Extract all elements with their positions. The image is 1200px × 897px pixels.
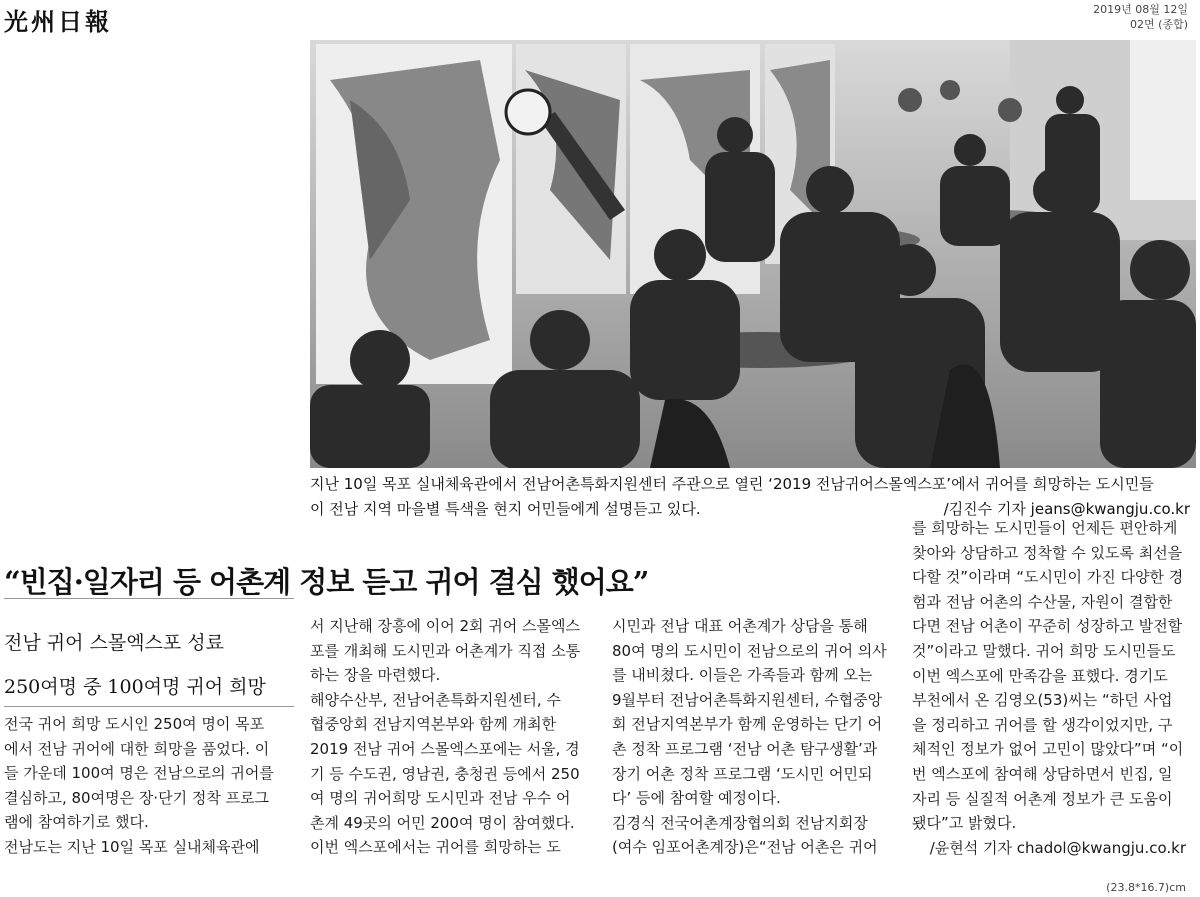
column-line: 이번 엑스포에서는 귀어를 희망하는 도 [310, 838, 561, 857]
subhead-divider [4, 706, 294, 707]
column-line: 험과 전남 어촌의 수산물, 자원이 결합한 [912, 592, 1173, 611]
column-line: 촌 정착 프로그램 ‘전남 어촌 탐구생활’과 [612, 739, 878, 758]
column-line: 포를 개최해 도시민과 어촌계가 직접 소통 [310, 641, 581, 660]
column-line: 들 가운데 100여 명은 전남으로의 귀어를 [4, 764, 274, 783]
column-line: 번 엑스포에 참여해 상담하면서 빈집, 일 [912, 764, 1173, 783]
column-line: 기 등 수도권, 영남권, 충청권 등에서 250 [310, 764, 580, 783]
column-line: 다할 것”이라며 “도시민이 가진 다양한 경 [912, 568, 1184, 587]
article-column-2 [310, 614, 610, 860]
article-headline: “빈집·일자리 등 어촌계 정보 듣고 귀어 결심 했어요” [4, 565, 649, 599]
column-line: (여수 임포어촌계장)은“전남 어촌은 귀어 [612, 838, 878, 857]
article-column-1 [4, 712, 304, 860]
column-line: 2019 전남 귀어 스몰엑스포에는 서울, 경 [310, 739, 580, 758]
article-column-4 [912, 516, 1198, 860]
column-line: 80여 명의 도시민이 전남으로의 귀어 의사 [612, 641, 887, 660]
column-line: 여 명의 귀어희망 도시민과 전남 우수 어 [310, 789, 571, 808]
column-line: 협중앙회 전남지역본부와 함께 개최한 [310, 715, 557, 734]
column-line: 장기 어촌 정착 프로그램 ‘도시민 어민되 [612, 764, 873, 783]
column-line: 회 전남지역본부가 함께 운영하는 단기 어 [612, 715, 883, 734]
column-line: 다’ 등에 참여할 예정이다. [612, 789, 781, 808]
column-line: 체적인 정보가 없어 고민이 많았다”며 “이 [912, 740, 1184, 759]
publication-date: 2019년 08월 12일 [1093, 3, 1188, 16]
caption-line-1: 지난 10일 목포 실내체육관에서 전남어촌특화지원센터 주관으로 열린 ‘2019 전남귀어스몰엑스포’에서 귀어를 희망하는 도시민들 [310, 475, 1154, 493]
caption-line-2: 이 전남 지역 마을별 특색을 현지 어민들에게 설명듣고 있다. [310, 500, 701, 518]
column-line: 9월부터 전남어촌특화지원센터, 수협중앙 [612, 690, 883, 709]
subheadline-2: 250여명 중 100여명 귀어 희망 [4, 676, 266, 698]
page-meta [1093, 2, 1188, 32]
column-line: 찾아와 상담하고 정착할 수 있도록 최선을 [912, 543, 1183, 562]
article-size-note: (23.8*16.7)cm [1106, 881, 1186, 894]
photo-illustration [310, 40, 1196, 468]
column-line: 램에 참여하기로 했다. [4, 813, 149, 832]
photo-caption [310, 472, 1190, 522]
column-line: 서 지난해 장흥에 이어 2회 귀어 스몰엑스 [310, 617, 580, 635]
column-line: 결심하고, 80여명은 장·단기 정착 프로그 [4, 788, 270, 807]
subheadline-1: 전남 귀어 스몰엑스포 성료 [4, 632, 225, 654]
column-line: 전남도는 지난 10일 목포 실내체육관에 [4, 837, 260, 856]
column-line: 를 내비쳤다. 이들은 가족들과 함께 오는 [612, 666, 873, 685]
column-line: 다면 전남 어촌이 꾸준히 성장하고 발전할 [912, 617, 1183, 636]
column-line: 해양수산부, 전남어촌특화지원센터, 수 [310, 690, 561, 709]
column-line: 김경식 전국어촌계장협의회 전남지회장 [612, 813, 868, 832]
column-line: 이번 엑스포에 만족감을 표했다. 경기도 [912, 666, 1168, 685]
column-line: 부천에서 온 김영오(53)씨는 “하던 사업 [912, 691, 1173, 710]
column-line: 것”이라고 말했다. 귀어 희망 도시민들도 [912, 641, 1176, 660]
column-line: 를 희망하는 도시민들이 언제든 편안하게 [912, 519, 1178, 537]
article-byline: /윤현석 기자 chadol@kwangju.co.kr [929, 838, 1186, 857]
page-number: 02면 (종합) [1130, 18, 1188, 31]
news-photo [310, 40, 1196, 468]
photo-credit: /김진수 기자 jeans@kwangju.co.kr [943, 500, 1190, 518]
column-line: 전국 귀어 희망 도시인 250여 명이 목포 [4, 715, 265, 733]
column-line: 에서 전남 귀어에 대한 희망을 품었다. 이 [4, 739, 270, 758]
column-line: 됐다”고 밝혔다. [912, 814, 1017, 833]
column-line: 자리 등 실질적 어촌계 정보가 큰 도움이 [912, 789, 1173, 808]
column-line: 을 정리하고 귀어를 할 생각이었지만, 구 [912, 715, 1173, 734]
column-line: 시민과 전남 대표 어촌계가 상담을 통해 [612, 617, 868, 635]
column-line: 촌계 49곳의 어민 200여 명이 참여했다. [310, 813, 575, 832]
newspaper-masthead: 光州日報 [4, 7, 112, 36]
article-column-3 [612, 614, 912, 860]
column-line: 하는 장을 마련했다. [310, 666, 441, 685]
